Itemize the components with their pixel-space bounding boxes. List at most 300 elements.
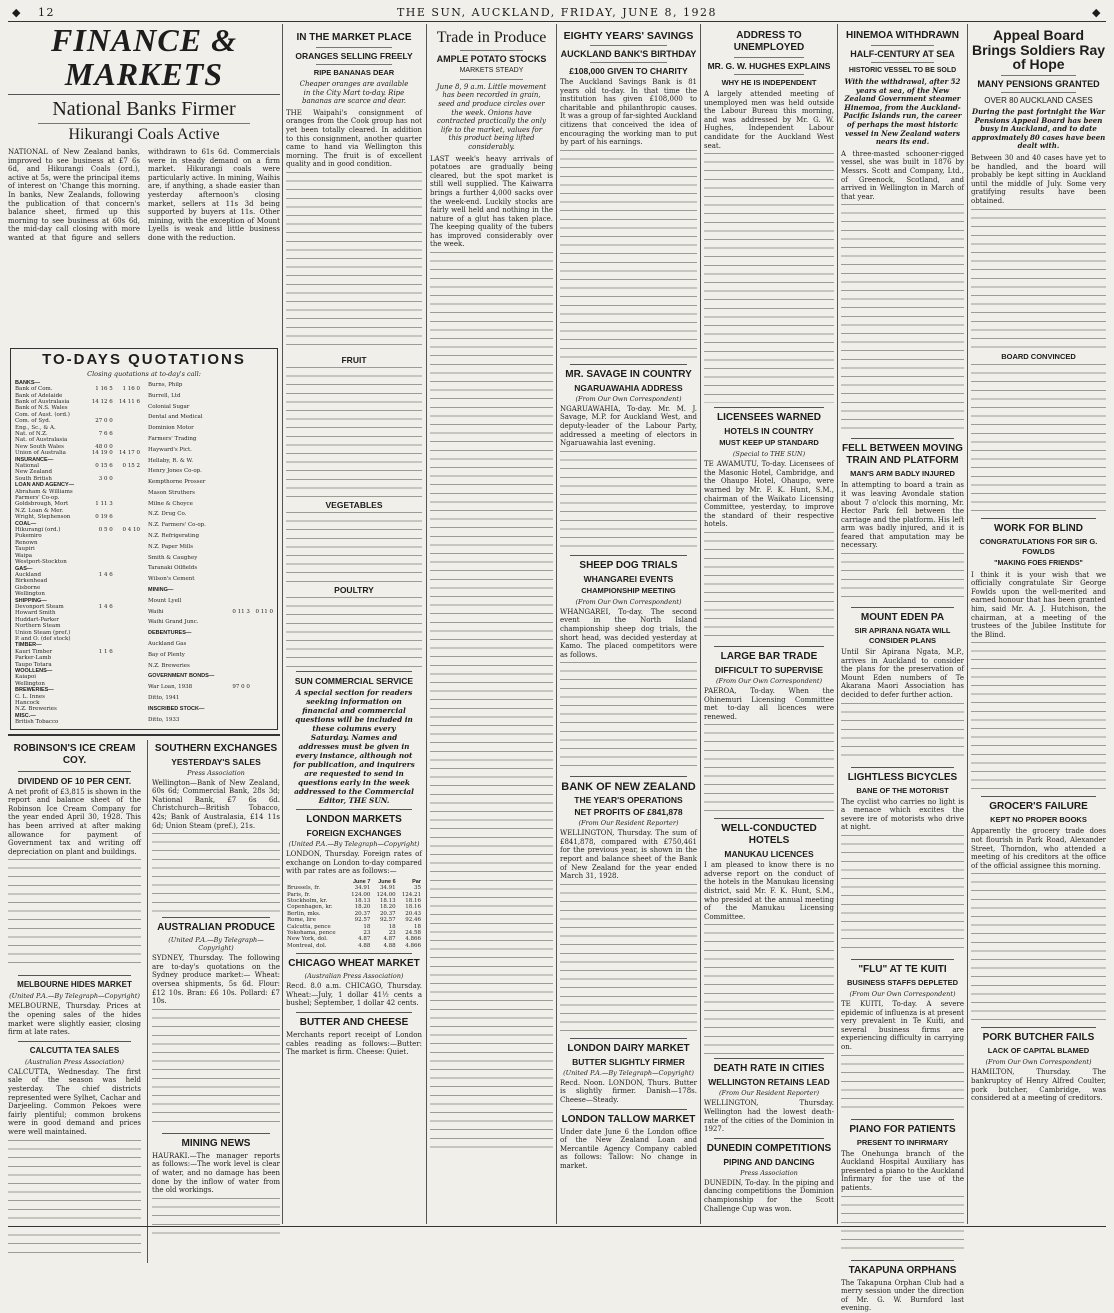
unemployed-text: A largely attended meeting of unemployed men was held outside the Labour Bureau this morning, and was addressed by Mr. G. W. Hughes, Independent Labour candidate for the Auckland West seat. (704, 90, 834, 150)
death-text: WELLINGTON, Thursday. Wellington had the lowest death-rate of the cities of the Dominion in 1927. (704, 1099, 834, 1134)
southern-source: Press Association (187, 768, 245, 777)
exchange-rate: 4.88 (358, 942, 371, 949)
london-markets-title: LONDON MARKETS (306, 813, 402, 825)
vegetables-heading: VEGETABLES (325, 499, 383, 510)
quotation-sellers: 0 5 0 (98, 527, 113, 534)
quotation-sellers: 48 0 0 (95, 443, 113, 450)
quotation-name: Taupo Totara (15, 661, 52, 668)
quotation-name: N.Z. Farmers' Co-op. (148, 522, 206, 529)
mining-news-title: MINING NEWS (181, 1137, 251, 1149)
quotation-name: N.Z. Drug Co. (148, 511, 187, 518)
quotation-sellers: 1 4 6 (98, 603, 113, 610)
quotation-buyers (251, 542, 274, 553)
quotation-sellers (228, 617, 251, 628)
commercial-notice: A special section for readers seeking information on financial and commercial questions will be included in these columns every Saturday. Names and addresses must be given in every instance, although not for publication, and inquirers are requested to send in questions early in the week addressed to the Commercial Editor, THE SUN. (293, 687, 415, 805)
market-place-title: IN THE MARKET PLACE (296, 32, 412, 43)
southern-text: Wellington—Bank of New Zealand, 60s 6d; Commercial Bank, 28s 3d; National Bank, £7 6s 6d. Christchurch—British Tobacco, 42s; Bank of Australasia, £14 11s 6d; Union Steam (pref.), 21s. (152, 778, 280, 830)
quotation-name: INSCRIBED STOCK— (148, 705, 205, 712)
quotation-name: BANKS— (15, 379, 41, 386)
death-source: (From Our Resident Reporter) (718, 1089, 820, 1098)
trade-sub: AMPLE POTATO STOCKS (436, 53, 547, 64)
quotation-sellers (228, 401, 251, 412)
diamond-icon: ◆ (12, 6, 22, 19)
appeal-sub3: BOARD CONVINCED (1001, 351, 1076, 361)
appeal-title: Appeal Board Brings Soldiers Ray of Hope (971, 27, 1106, 73)
exchange-col-header: June 6 (378, 878, 396, 885)
pork-source: (From Our Own Correspondent) (985, 1058, 1092, 1067)
hides-title: MELBOURNE HIDES MARKET (17, 980, 132, 990)
quotation-sellers: 1 4 6 (98, 571, 113, 578)
exchange-city: Paris, fr. (287, 891, 311, 898)
exchange-rate: 92.57 (354, 917, 371, 924)
exchange-rate: 20.37 (379, 910, 396, 917)
quotation-sellers: 7 6 6 (98, 430, 113, 437)
exchange-rate: 92.57 (379, 917, 396, 924)
quotation-name: Wellington (15, 591, 45, 598)
quotation-name: Kaiapoi (15, 674, 37, 681)
quotation-sellers (228, 477, 251, 488)
quotation-name: National (15, 463, 39, 470)
quotation-name: LOAN AND AGENCY— (15, 482, 75, 489)
quotation-sellers: 97 0 0 (232, 684, 250, 691)
exchange-rate: 18.13 (379, 897, 396, 904)
quotation-sellers: 1 11 3 (95, 501, 113, 508)
quotation-sellers (228, 466, 251, 477)
quotation-buyers (251, 552, 274, 563)
exchange-col-header: June 7 (352, 878, 371, 885)
quotation-buyers: 0 4 10 (122, 527, 140, 534)
quotation-row (147, 585, 274, 596)
tallow-text: Under date June 6 the London office of the New Zealand Loan and Mercantile Agency Company cabled as follows: Tallow: No change in market. (560, 1127, 697, 1170)
orphans-text: The Takapuna Orphan Club had a merry session under the direction of Mr. G. W. Burnford last evening. (841, 1278, 964, 1313)
appeal-lead: During the past fortnight the War Pensions Appeal Board has been busy in Auckland, and to date approximately 80 cases have been dealt with. (971, 107, 1106, 151)
quotation-sellers (228, 650, 251, 661)
quotation-row (147, 412, 274, 423)
quotation-name: South British (15, 475, 52, 482)
blind-sub2: "MAKING FOES FRIENDS" (994, 559, 1083, 567)
quotation-row (147, 639, 274, 650)
quotations-note: Closing quotations at to-day's call: (87, 369, 201, 378)
column-divider (700, 24, 701, 1224)
savings-title: EIGHTY YEARS' SAVINGS (563, 30, 694, 42)
column-divider (426, 24, 427, 1224)
exchange-rate: 34.91 (379, 885, 396, 892)
exchange-rate: 18.13 (354, 897, 371, 904)
sheep-sub2: CHAMPIONSHIP MEETING (581, 585, 676, 595)
quotation-buyers (251, 391, 274, 402)
exchange-rate: 92.46 (405, 917, 421, 924)
piano-sub: PRESENT TO INFIRMARY (856, 1137, 949, 1147)
bartrade-title: LARGE BAR TRADE (720, 650, 818, 662)
quotation-row (147, 628, 274, 639)
exchange-rates-table (286, 879, 422, 949)
pa-text: Until Sir Apirana Ngata, M.P., arrives in Auckland to consider the plans for the preservation of Mount Eden numbers of Te Akarana Maori Association has decided to defer further action. (841, 648, 964, 700)
hinemoa-column (841, 24, 964, 1313)
left-subcolumn (8, 740, 141, 1263)
quotation-name: Westport-Stockton (15, 559, 67, 566)
bnz-sub: THE YEAR'S OPERATIONS (574, 795, 683, 806)
lead-subheadline: Hikurangi Coals Active (68, 126, 220, 144)
quotation-name: Hancock (15, 700, 40, 707)
exchange-rate: 4.87 (383, 936, 396, 943)
quotation-name: New Zealand (15, 469, 52, 476)
chicago-source: (Australian Press Association) (304, 972, 404, 981)
quotation-name: DEBENTURES— (148, 630, 192, 637)
exchange-city: Brussels, fr. (287, 885, 320, 892)
quotation-row (147, 704, 274, 715)
fruit-heading: FRUIT (341, 354, 367, 365)
sheep-title: SHEEP DOG TRIALS (579, 559, 678, 571)
quotation-name: Abraham & Williams (15, 488, 73, 495)
quotation-buyers (251, 445, 274, 456)
lead-article-text: NATIONAL of New Zealand banks, improved to see business at £7 6s 6d, and Hikurangi Coals (ord.), active at 5s, were the principal items of interest on 'Change this morning. In banks, New Zealands, following the publication of that concern's balance sheet, firmed up this morning to see business at 60s 6d, the mid-day call closing with more wanted at that figure and sellers withdrawn to 61s 6d. Commercials were in steady demand on a firm market. Hikurangi coals were particularly active. In mining, Waihis are, if anything, a shade easier than yesterday afternoon's closing market, sellers at 11s 3d being supported by buyers at 11s. Other mining, with the exception of Mount Lyells is weak and little business done with the reduction. (8, 147, 280, 242)
quotation-sellers (228, 520, 251, 531)
bnz-title: BANK OF NEW ZEALAND (561, 781, 696, 794)
quotation-sellers (228, 509, 251, 520)
exchange-city: New York, dol. (287, 936, 328, 943)
quotation-name: Hikurangi (ord.) (15, 527, 61, 534)
quotation-sellers (228, 704, 251, 715)
quotation-sellers (228, 574, 251, 585)
quotation-row (147, 466, 274, 477)
quotation-buyers (251, 455, 274, 466)
quotation-row (147, 660, 274, 671)
exchanges-sub: FOREIGN EXCHANGES (306, 827, 402, 838)
quotation-buyers (251, 585, 274, 596)
quotation-row (147, 714, 274, 725)
masthead (8, 6, 1106, 20)
flu-source: (From Our Own Correspondent) (849, 990, 956, 998)
quotation-buyers (251, 574, 274, 585)
quotation-name: Milne & Choyce (148, 500, 193, 507)
pork-sub: LACK OF CAPITAL BLAMED (987, 1046, 1090, 1056)
death-title: DEATH RATE IN CITIES (713, 1063, 825, 1075)
trade-title: Trade in Produce (436, 29, 547, 46)
quotation-sellers: 1 16 5 (95, 386, 113, 393)
quotation-row (147, 596, 274, 607)
fell-title: FELL BETWEEN MOVING TRAIN AND PLATFORM (842, 443, 963, 467)
trade-column (430, 24, 553, 1224)
licensees-sub2: MUST KEEP UP STANDARD (719, 438, 819, 448)
quotation-name: Taupiri (15, 546, 35, 553)
quotation-buyers (251, 488, 274, 499)
exchange-row (286, 943, 422, 949)
exchange-city: Calcutta, pence (287, 923, 331, 930)
quotation-buyers (251, 563, 274, 574)
quotation-sellers (228, 596, 251, 607)
flu-title: "FLU" AT TE KUITI (858, 964, 947, 975)
exchange-rate: 18 (388, 923, 396, 930)
savings-sub: AUCKLAND BANK'S BIRTHDAY (560, 49, 697, 59)
appeal-column (971, 24, 1106, 1224)
quotation-name: Union of Australia (15, 450, 66, 457)
quotation-row (147, 606, 274, 617)
market-place-lead: Cheaper oranges are available in the City Mart to-day. Ripe bananas are scarce and dear. (299, 80, 409, 106)
exchange-rate: 4.88 (383, 942, 396, 949)
produce-source: (United P.A.—By Telegraph—Copyright) (168, 936, 264, 953)
finance-banner: FINANCE & MARKETS (51, 22, 237, 92)
quotation-name: Devonport Steam (15, 603, 64, 610)
quotation-name: P. and O. (def stock) (15, 635, 71, 642)
quotation-name: Waipa (15, 552, 33, 559)
quotation-name: Wellington (15, 680, 45, 687)
quotation-name: Hayward's Pict. (148, 446, 192, 453)
quotation-name: GOVERNMENT BONDS— (148, 673, 215, 680)
quotation-buyers: 0 15 2 (122, 463, 140, 470)
quotation-name: War Loan, 1938 (148, 684, 193, 691)
quotation-buyers (251, 434, 274, 445)
dunedin-text: DUNEDIN, To-day. In the piping and dancing competitions the Dominion championship for the Scott Challenge Cup was won. (704, 1178, 834, 1213)
quotation-row (147, 455, 274, 466)
quotation-name: Ditto, 1941 (148, 695, 180, 702)
quotation-name: British Tobacco (15, 719, 59, 726)
exchange-city: Stockholm, kr. (287, 897, 328, 904)
quotation-sellers: 14 12 6 (91, 398, 113, 405)
quotation-name: Bank of Com. (15, 386, 53, 393)
dairy-sub: BUTTER SLIGHTLY FIRMER (572, 1056, 685, 1067)
trade-sub2: MARKETS STEADY (459, 66, 524, 74)
exchange-col-header: Par (412, 878, 421, 885)
quotation-sellers (228, 488, 251, 499)
quotation-row (147, 574, 274, 585)
quotation-name: Nat. of Australasia (15, 437, 68, 444)
appeal-sub: MANY PENSIONS GRANTED (977, 79, 1100, 90)
quotation-name: Burns, Philp (148, 381, 183, 388)
quotation-row (147, 531, 274, 542)
tea-title: CALCUTTA TEA SALES (29, 1045, 120, 1055)
exchange-rate: 23 (363, 929, 371, 936)
quotation-buyers (251, 380, 274, 391)
quotation-sellers: 0 19 6 (95, 514, 113, 521)
quotation-name: Wright, Stephenson (15, 514, 71, 521)
quotation-name: Nat. of N.Z. (15, 430, 48, 437)
quotation-name: Renown (15, 539, 38, 546)
licensees-source: (Special to THE SUN) (732, 450, 806, 459)
quotation-buyers (251, 650, 274, 661)
quotation-name: Eng., Sc., & A. (15, 424, 56, 431)
market-place-text: THE Waipahi's consignment of oranges from the Cook group has not yet been totally cleared. In addition to this consignment, another quarter came to hand via Wellington this morning. The fruit is of excellent quality and in good condition. (286, 108, 422, 169)
quotation-name: N.Z. Refrigerating (148, 533, 199, 540)
quotation-name: SHIPPING— (15, 597, 47, 604)
quotation-row (147, 423, 274, 434)
grocer-title: GROCER'S FAILURE (989, 801, 1088, 813)
quotation-buyers (251, 531, 274, 542)
quotation-name: Waihi (148, 608, 164, 615)
quotation-row (147, 542, 274, 553)
exchange-rate: 20.43 (405, 910, 421, 917)
licensees-title: LICENSEES WARNED (717, 412, 821, 424)
piano-text: The Onehunga branch of the Auckland Hospital Auxiliary has presented a piano to the Auckland Infirmary for the use of the patients. (841, 1149, 964, 1192)
right-subcolumn (147, 740, 280, 1263)
orphans-title: TAKAPUNA ORPHANS (848, 1264, 957, 1276)
savage-text: NGARUAWAHIA, To-day. Mr. M. J. Savage, M.P. for Auckland West, and deputy-leader of the Labour Party, addressed a meeting of electors in Ngaruawahia last evening. (560, 404, 697, 448)
quotation-sellers (228, 531, 251, 542)
blind-text: I think it is your wish that we officially congratulate Sir George Fowlds upon the well-merited and earned honour that has been granted him, said Mr. A. J. Hutchison, the chairman, at a meeting of the trustees of the Jubilee Institute for the Blind. (971, 570, 1106, 639)
quotation-name: Auckland (15, 571, 42, 578)
tallow-title: LONDON TALLOW MARKET (561, 1113, 696, 1125)
bicycles-text: The cyclist who carries no light is a menace which excites the severe ire of motorists who drive at night. (841, 797, 964, 832)
savings-sub2: £108,000 GIVEN TO CHARITY (569, 66, 688, 76)
dunedin-title: DUNEDIN COMPETITIONS (706, 1142, 832, 1154)
quotation-name: Bank of Australasia (15, 398, 70, 405)
fell-sub: MAN'S ARM BADLY INJURED (850, 469, 955, 479)
quotation-buyers (251, 412, 274, 423)
quotation-sellers (228, 628, 251, 639)
quotation-row (147, 563, 274, 574)
mining-news-text: HAURAKI.—The manager reports as follows:—The work level is clear of water, and no damage has been done by the inflow of water from the old workings. (152, 1151, 280, 1195)
quotation-row (147, 401, 274, 412)
quotations-table-left (14, 380, 141, 726)
quotation-sellers: 27 0 0 (95, 418, 113, 425)
quotation-sellers (228, 499, 251, 510)
hinemoa-sub: HALF-CENTURY AT SEA (850, 49, 955, 59)
quotation-name: COAL— (15, 520, 37, 527)
quotation-name: Henry Jones Co-op. (148, 468, 202, 475)
quotation-sellers: 0 11 3 (232, 608, 250, 615)
death-sub: WELLINGTON RETAINS LEAD (708, 1077, 830, 1088)
exchange-rate: 18.16 (405, 897, 421, 904)
quotation-name: Bay of Plenty (148, 651, 185, 658)
quotation-row (147, 693, 274, 704)
manukau-text: I am pleased to know there is no adverse report on the conduct of the hotels in the Manukau licensing district, said Mr. F. K. Hunt, S.M., who presided at the annual meeting of the Manukau Licensing Committee. (704, 861, 834, 921)
bnz-text: WELLINGTON, Thursday. The sum of £841,878, compared with £750,461 for the previous year, is shown in the report and balance sheet of the Bank of New Zealand for the year ended March 31, 1928. (560, 829, 697, 881)
market-place-column (286, 24, 422, 1224)
blind-title: WORK FOR BLIND (994, 522, 1083, 534)
butter-cheese-title: BUTTER AND CHEESE (299, 1016, 409, 1028)
exchange-rate: 24.58 (405, 929, 421, 936)
quotation-name: Goldsbrough, Mort (15, 501, 69, 508)
exchange-row (286, 892, 422, 898)
quotation-sellers: 3 0 0 (98, 475, 113, 482)
appeal-text: Between 30 and 40 cases have yet to be handled, and the board will probably be kept sitting in Auckland until the middle of July. Some very gratifying results have been obtained. (971, 154, 1106, 205)
quotation-name: Bank of N.S. Wales (15, 405, 68, 412)
column-divider (282, 24, 283, 1224)
quotation-name: Huddart-Parker (15, 616, 59, 623)
quotation-name: MINING— (148, 587, 174, 594)
quotation-buyers: 1 16 0 (122, 386, 140, 393)
quotation-sellers: 0 15 6 (95, 463, 113, 470)
quotation-name: MISC.— (15, 712, 36, 719)
bicycles-sub: BANE OF THE MOTORIST (856, 785, 949, 795)
quotation-name: Dental and Medical (148, 414, 203, 421)
exchanges-text: LONDON, Thursday. Foreign rates of exchange on London to-day compared with par rates are as follows:— (286, 849, 422, 876)
quotation-sellers (228, 563, 251, 574)
page-number: 12 (38, 6, 55, 19)
southern-sub: YESTERDAY'S SALES (171, 756, 261, 767)
exchange-rate: 124.00 (351, 891, 371, 898)
icecream-text: A net profit of £3,815 is shown in the report and balance sheet of the Robinson Ice Cream Company for the year ended April 30, 1928. This has been arrived at after making allowance for payment of Government tax and writing off depreciation on plant and buildings. (8, 787, 141, 856)
quotation-name: Parker-Lamb (15, 655, 52, 662)
hinemoa-sub2: HISTORIC VESSEL TO BE SOLD (848, 67, 957, 74)
quotation-buyers (251, 596, 274, 607)
quotations-title: TO-DAYS QUOTATIONS (42, 350, 246, 368)
dairy-title: LONDON DAIRY MARKET (567, 1042, 690, 1054)
quotation-row (147, 509, 274, 520)
bottom-rule (8, 1226, 1106, 1227)
quotation-buyers (114, 719, 141, 725)
quotation-name: GAS— (15, 565, 33, 572)
market-place-sub: ORANGES SELLING FREELY (295, 51, 413, 61)
quotation-row (14, 719, 141, 725)
quotation-buyers (251, 466, 274, 477)
quotation-row (147, 477, 274, 488)
unemployed-title: ADDRESS TO UNEMPLOYED (733, 30, 805, 53)
quotation-name: Farmers' Trading (148, 435, 197, 442)
quotation-row (147, 391, 274, 402)
quotation-row (147, 434, 274, 445)
quotation-sellers (228, 693, 251, 704)
quotation-row (147, 380, 274, 391)
quotation-name: Mount Lyell (148, 597, 182, 604)
sheep-sub: WHANGAREI EVENTS (583, 573, 674, 584)
quotation-buyers: 0 11 0 (255, 608, 273, 615)
dunedin-source: Press Association (740, 1168, 798, 1177)
quotation-sellers (228, 423, 251, 434)
quotation-buyers (251, 423, 274, 434)
fell-text: In attempting to board a train as it was leaving Avondale station about 7 o'clock this morning, Mr. Hector Park fell between the carriage and the platform. His left arm was badly injured, and it is feared that amputation may be necessary. (841, 481, 964, 550)
pa-title: MOUNT EDEN PA (860, 612, 945, 624)
savage-sub: NGARUAWAHIA ADDRESS (574, 382, 683, 393)
quotation-name: C. L. Innes (15, 693, 45, 700)
quotation-sellers (228, 639, 251, 650)
dairy-text: Recd. Noon. LONDON, Thurs. Butter is slightly firmer. Danish—178s. Cheese—Steady. (560, 1078, 697, 1105)
quotation-sellers (228, 660, 251, 671)
sheep-text: WHANGAREI, To-day. The second event in the North Island championship sheep dog trials, the short head, was decided yesterday at Kamo. The placed competitors were as follows. (560, 607, 697, 659)
quotation-sellers (228, 380, 251, 391)
quotation-name: Burrell, Ltd (148, 392, 181, 399)
piano-title: PIANO FOR PATIENTS (849, 1123, 956, 1135)
quotation-sellers (228, 585, 251, 596)
commercial-header: SUN COMMERCIAL SERVICE (294, 675, 414, 686)
chicago-text: Recd. 8.0 a.m. CHICAGO, Thursday. Wheat:—July, 1 dollar 41½ cents a bushel; September, 1 dollar 42 cents. (286, 982, 422, 1008)
quotation-name: Kempthorne Prosser (148, 479, 206, 486)
butter-cheese-text: Merchants report receipt of London cables reading as follows:—Butter: The market is firm. Cheese: Quiet. (286, 1030, 422, 1057)
exchange-rate: 18 (414, 923, 421, 930)
pork-title: PORK BUTCHER FAILS (982, 1032, 1095, 1044)
exchange-city: Yokohama, pence (287, 929, 336, 936)
quotation-name: N.Z. Breweries (148, 662, 190, 669)
quotation-buyers (251, 639, 274, 650)
produce-text: SYDNEY, Thursday. The following are to-day's quotations on the Sydney produce market:— Wheat: oversea shipments, 5s 6d. Flour: £12 10s. Bran: £6 10s. Pollard: £7 10s. (152, 954, 280, 1006)
quotation-name: Birkenhead (15, 578, 48, 585)
tea-source: (Australian Press Association) (25, 1057, 124, 1066)
quotation-sellers (228, 671, 251, 682)
chicago-title: CHICAGO WHEAT MARKET (288, 958, 420, 970)
quotation-name: N.Z. Loan & Mer. (15, 507, 64, 514)
quotation-sellers (86, 719, 113, 725)
dairy-source: (United P.A.—By Telegraph—Copyright) (563, 1068, 694, 1077)
savage-title: MR. SAVAGE IN COUNTRY (565, 368, 692, 380)
tea-text: CALCUTTA, Wednesday. The first sale of the season was held yesterday. The chief districts represented were Sylhet, Cachar and Darjeeling. Common Pekoes were fairly plentiful; common brokens were in good demand and prices were well maintained. (8, 1067, 141, 1136)
quotation-name: Gisborne (15, 584, 41, 591)
quotation-buyers (251, 660, 274, 671)
quotation-row (147, 488, 274, 499)
quotation-name: Pukemiro (15, 533, 42, 540)
exchange-city: Berlin, mks. (287, 910, 321, 917)
trade-text: LAST week's heavy arrivals of potatoes are gradually being cleared, but the spot market is still well supplied. The Kaiwarra brings a further 4,000 sacks over the week-end. Luckily stocks are fairly well held and nothing in the nature of a glut has taken place. The keeping quality of the tubers has improved considerably over the week. (430, 154, 553, 249)
quotation-name: Com. of Aust. (ord.) (15, 411, 70, 418)
savings-column (560, 24, 697, 1224)
hides-source: (United P.A.—By Telegraph—Copyright) (9, 992, 140, 1001)
exchange-rate: 4.866 (405, 942, 421, 949)
unemployed-column (704, 24, 834, 1224)
quotation-row (147, 617, 274, 628)
exchange-rate: 4.87 (358, 936, 371, 943)
southern-title: SOUTHERN EXCHANGES (154, 742, 278, 754)
quotation-row (147, 499, 274, 510)
icecream-title: ROBINSON'S ICE CREAM COY. (13, 742, 136, 766)
quotation-name: Smith & Caughey (148, 554, 198, 561)
